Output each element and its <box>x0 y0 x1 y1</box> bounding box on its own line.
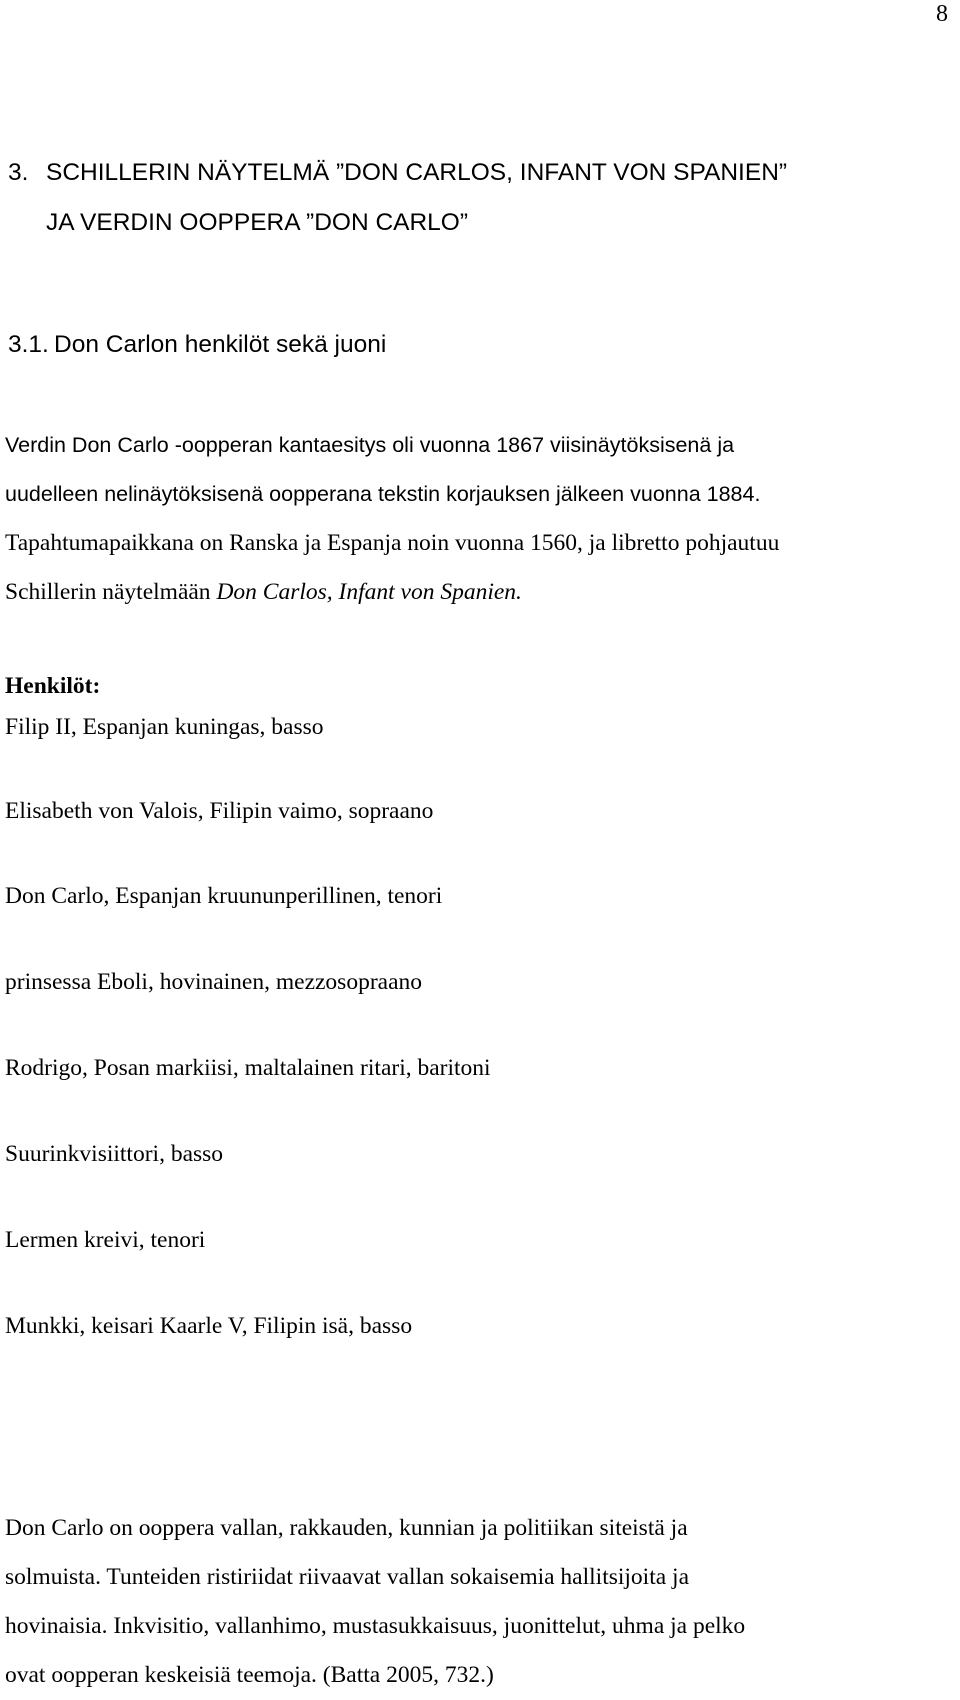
play-title: Don Carlos, Infant von Spanien. <box>216 579 522 605</box>
intro-line-2: uudelleen nelinäytöksisenä oopperana tekstin korjauksen jälkeen vuonna 1884. <box>5 482 761 506</box>
intro-line-4-prefix: Schillerin näytelmään <box>5 579 217 605</box>
summary-line-1: Don Carlo on ooppera vallan, rakkauden, kunnian ja politiikan siteistä ja <box>5 1515 688 1541</box>
chapter-heading <box>8 148 908 248</box>
page-number: 8 <box>936 1 948 27</box>
person-item: Lermen kreivi, tenori <box>5 1227 206 1253</box>
chapter-number: 3. <box>8 159 29 186</box>
summary-line-2: solmuista. Tunteiden ristiriidat riivaavat vallan sokaisemia hallitsijoita ja <box>5 1564 690 1590</box>
person-item: Rodrigo, Posan markiisi, maltalainen ritari, baritoni <box>5 1055 491 1081</box>
section-heading <box>8 330 386 360</box>
summary-line-3: hovinaisia. Inkvisitio, vallanhimo, mustasukkaisuus, juonittelut, uhma ja pelko <box>5 1613 746 1639</box>
intro-line-1: Verdin Don Carlo -oopperan kantaesitys oli vuonna 1867 viisinäytöksisenä ja <box>5 433 735 457</box>
intro-line-3: Tapahtumapaikkana on Ranska ja Espanja noin vuonna 1560, ja libretto pohjautuu <box>5 530 780 556</box>
chapter-title-line-1: SCHILLERIN NÄYTELMÄ ”DON CARLOS, INFANT VON SPANIEN” <box>46 159 788 186</box>
section-title: Don Carlon henkilöt sekä juoni <box>54 331 387 358</box>
person-item: Don Carlo, Espanjan kruununperillinen, tenori <box>5 883 443 909</box>
summary-line-4: ovat oopperan keskeisiä teemoja. (Batta 2005, 732.) <box>5 1662 494 1688</box>
section-number: 3.1. <box>8 331 49 358</box>
person-item: Filip II, Espanjan kuningas, basso <box>5 714 324 740</box>
summary-paragraph <box>5 1504 955 1700</box>
person-item: prinsessa Eboli, hovinainen, mezzosopraano <box>5 969 423 995</box>
intro-line-4 <box>5 568 955 617</box>
person-item: Munkki, keisari Kaarle V, Filipin isä, basso <box>5 1313 413 1339</box>
chapter-heading-line-1 <box>8 148 908 198</box>
person-item: Elisabeth von Valois, Filipin vaimo, sopraano <box>5 798 434 824</box>
person-item: Suurinkvisiittori, basso <box>5 1141 224 1167</box>
chapter-title-line-2: JA VERDIN OOPPERA ”DON CARLO” <box>46 209 469 236</box>
persons-heading: Henkilöt: <box>5 673 101 699</box>
intro-paragraph-part-1 <box>5 421 945 519</box>
intro-paragraph-part-2 <box>5 519 955 617</box>
